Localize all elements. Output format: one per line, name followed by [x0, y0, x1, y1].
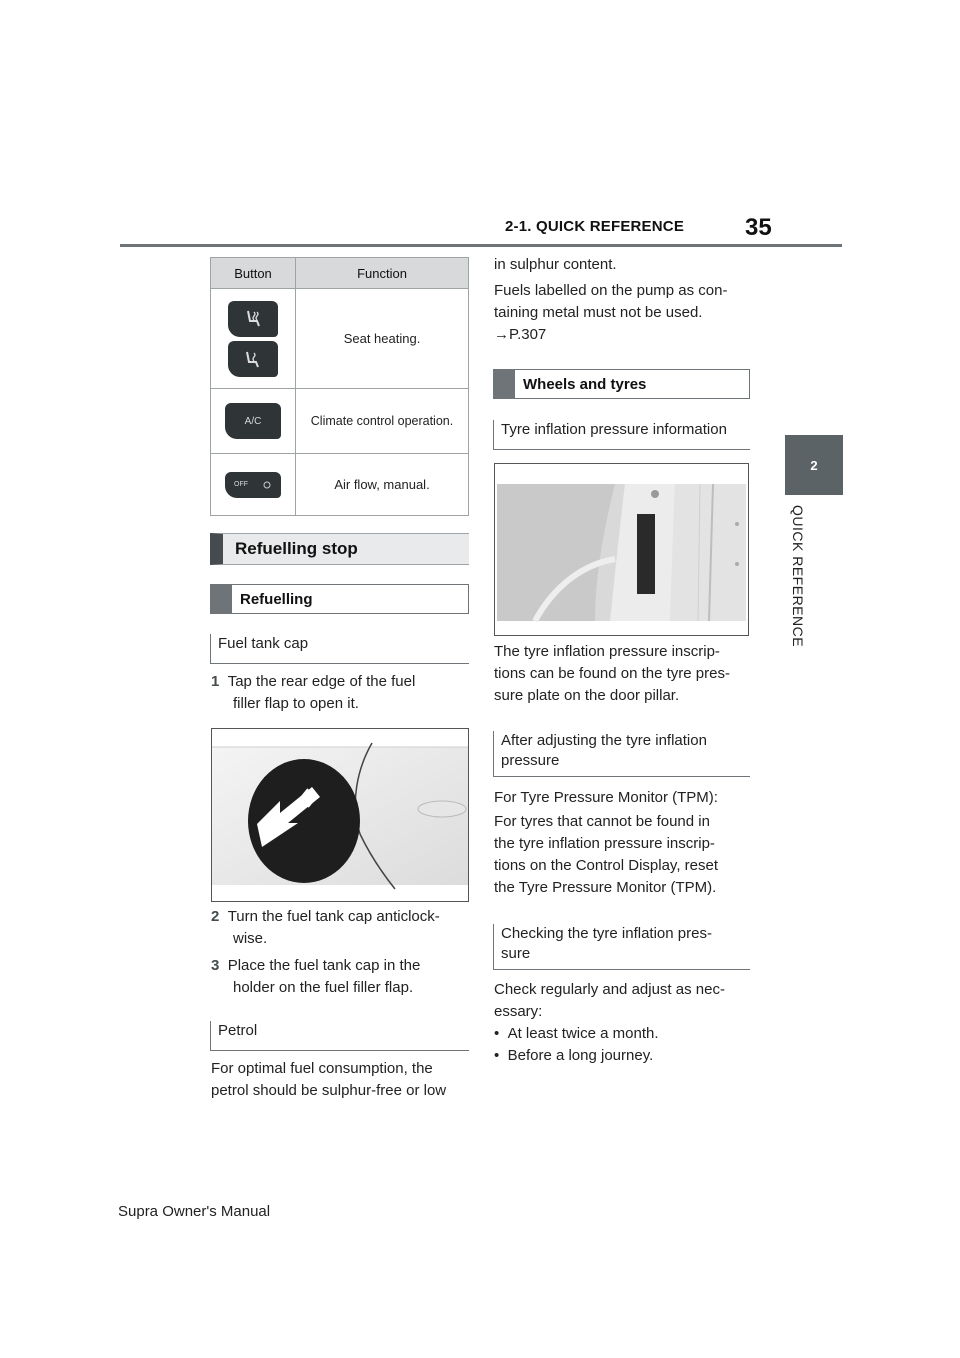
air-flow-function: Air flow, manual.: [296, 454, 469, 516]
section-header: 2-1. QUICK REFERENCE: [505, 218, 685, 235]
table-row: [211, 289, 469, 389]
door-pillar-image: [494, 463, 749, 636]
fuel-filler-flap-image: [211, 728, 469, 902]
list-item: • At least twice a month.: [494, 1025, 659, 1042]
step-2: 2 Turn the fuel tank cap anticlock- wise.: [211, 908, 440, 947]
air-flow-icon: OFF: [225, 472, 281, 498]
topic-after-adjusting: After adjusting the tyre inflation pressure: [493, 731, 750, 777]
chapter-title-vertical: QUICK REFERENCE: [790, 505, 806, 648]
ac-icon: A/C: [225, 403, 281, 439]
step-3: 3 Place the fuel tank cap in the holder on the fuel filler flap.: [211, 957, 421, 996]
seat-heating-icon: [228, 301, 278, 337]
seat-heating-rear-icon: [228, 341, 278, 377]
petrol-paragraph-continued: in sulphur content.: [494, 256, 617, 273]
page-reference-link[interactable]: →P.307: [494, 326, 547, 343]
topic-fuel-tank-cap: Fuel tank cap: [210, 634, 469, 664]
tpm-paragraph: For tyres that cannot be found in the tyre inflation pressure inscrip- tions on the Control Display, reset the Tyre Pressure Monitor (TPM).: [494, 813, 718, 896]
metal-fuel-paragraph: Fuels labelled on the pump as con- taining metal must not be used. →P.307: [494, 280, 754, 346]
step-1: 1 Tap the rear edge of the fuel filler flap to open it.: [211, 673, 416, 712]
petrol-paragraph: For optimal fuel consumption, the petrol should be sulphur-free or low: [211, 1060, 447, 1099]
table-row: [211, 389, 469, 454]
button-function-table: [210, 257, 469, 516]
chapter-tab: [785, 435, 843, 495]
topic-checking-pressure: Checking the tyre inflation pres- sure: [493, 924, 750, 970]
table-row: [211, 454, 469, 516]
table-header-button: Button: [211, 258, 296, 289]
topic-petrol: Petrol: [210, 1021, 469, 1051]
list-item: • Before a long journey.: [494, 1047, 654, 1064]
header-divider: [120, 244, 842, 247]
subsection-refuelling: Refuelling: [210, 584, 469, 614]
section-refuelling-stop: Refuelling stop: [210, 533, 469, 565]
footer-manual-title: Supra Owner's Manual: [118, 1203, 271, 1220]
page-number: 35: [745, 214, 772, 241]
table-header-function: Function: [296, 258, 469, 289]
climate-control-function: Climate control operation.: [296, 389, 469, 454]
ac-icon-cell: [211, 389, 296, 454]
check-paragraph: Check regularly and adjust as nec- essary: • At least twice a month. • Before a long journey.: [494, 979, 754, 1067]
tpm-label: For Tyre Pressure Monitor (TPM):: [494, 789, 718, 806]
air-flow-icon-cell: [211, 454, 296, 516]
tyre-info-paragraph: The tyre inflation pressure inscrip- tions can be found on the tyre pres- sure plate on the door pillar.: [494, 643, 730, 704]
chapter-number: 2: [810, 457, 818, 473]
seat-heating-icon-cell: [211, 289, 296, 389]
seat-heating-function: Seat heating.: [296, 289, 469, 389]
topic-tyre-inflation-info: Tyre inflation pressure information: [493, 420, 750, 450]
subsection-wheels-tyres: Wheels and tyres: [493, 369, 750, 399]
